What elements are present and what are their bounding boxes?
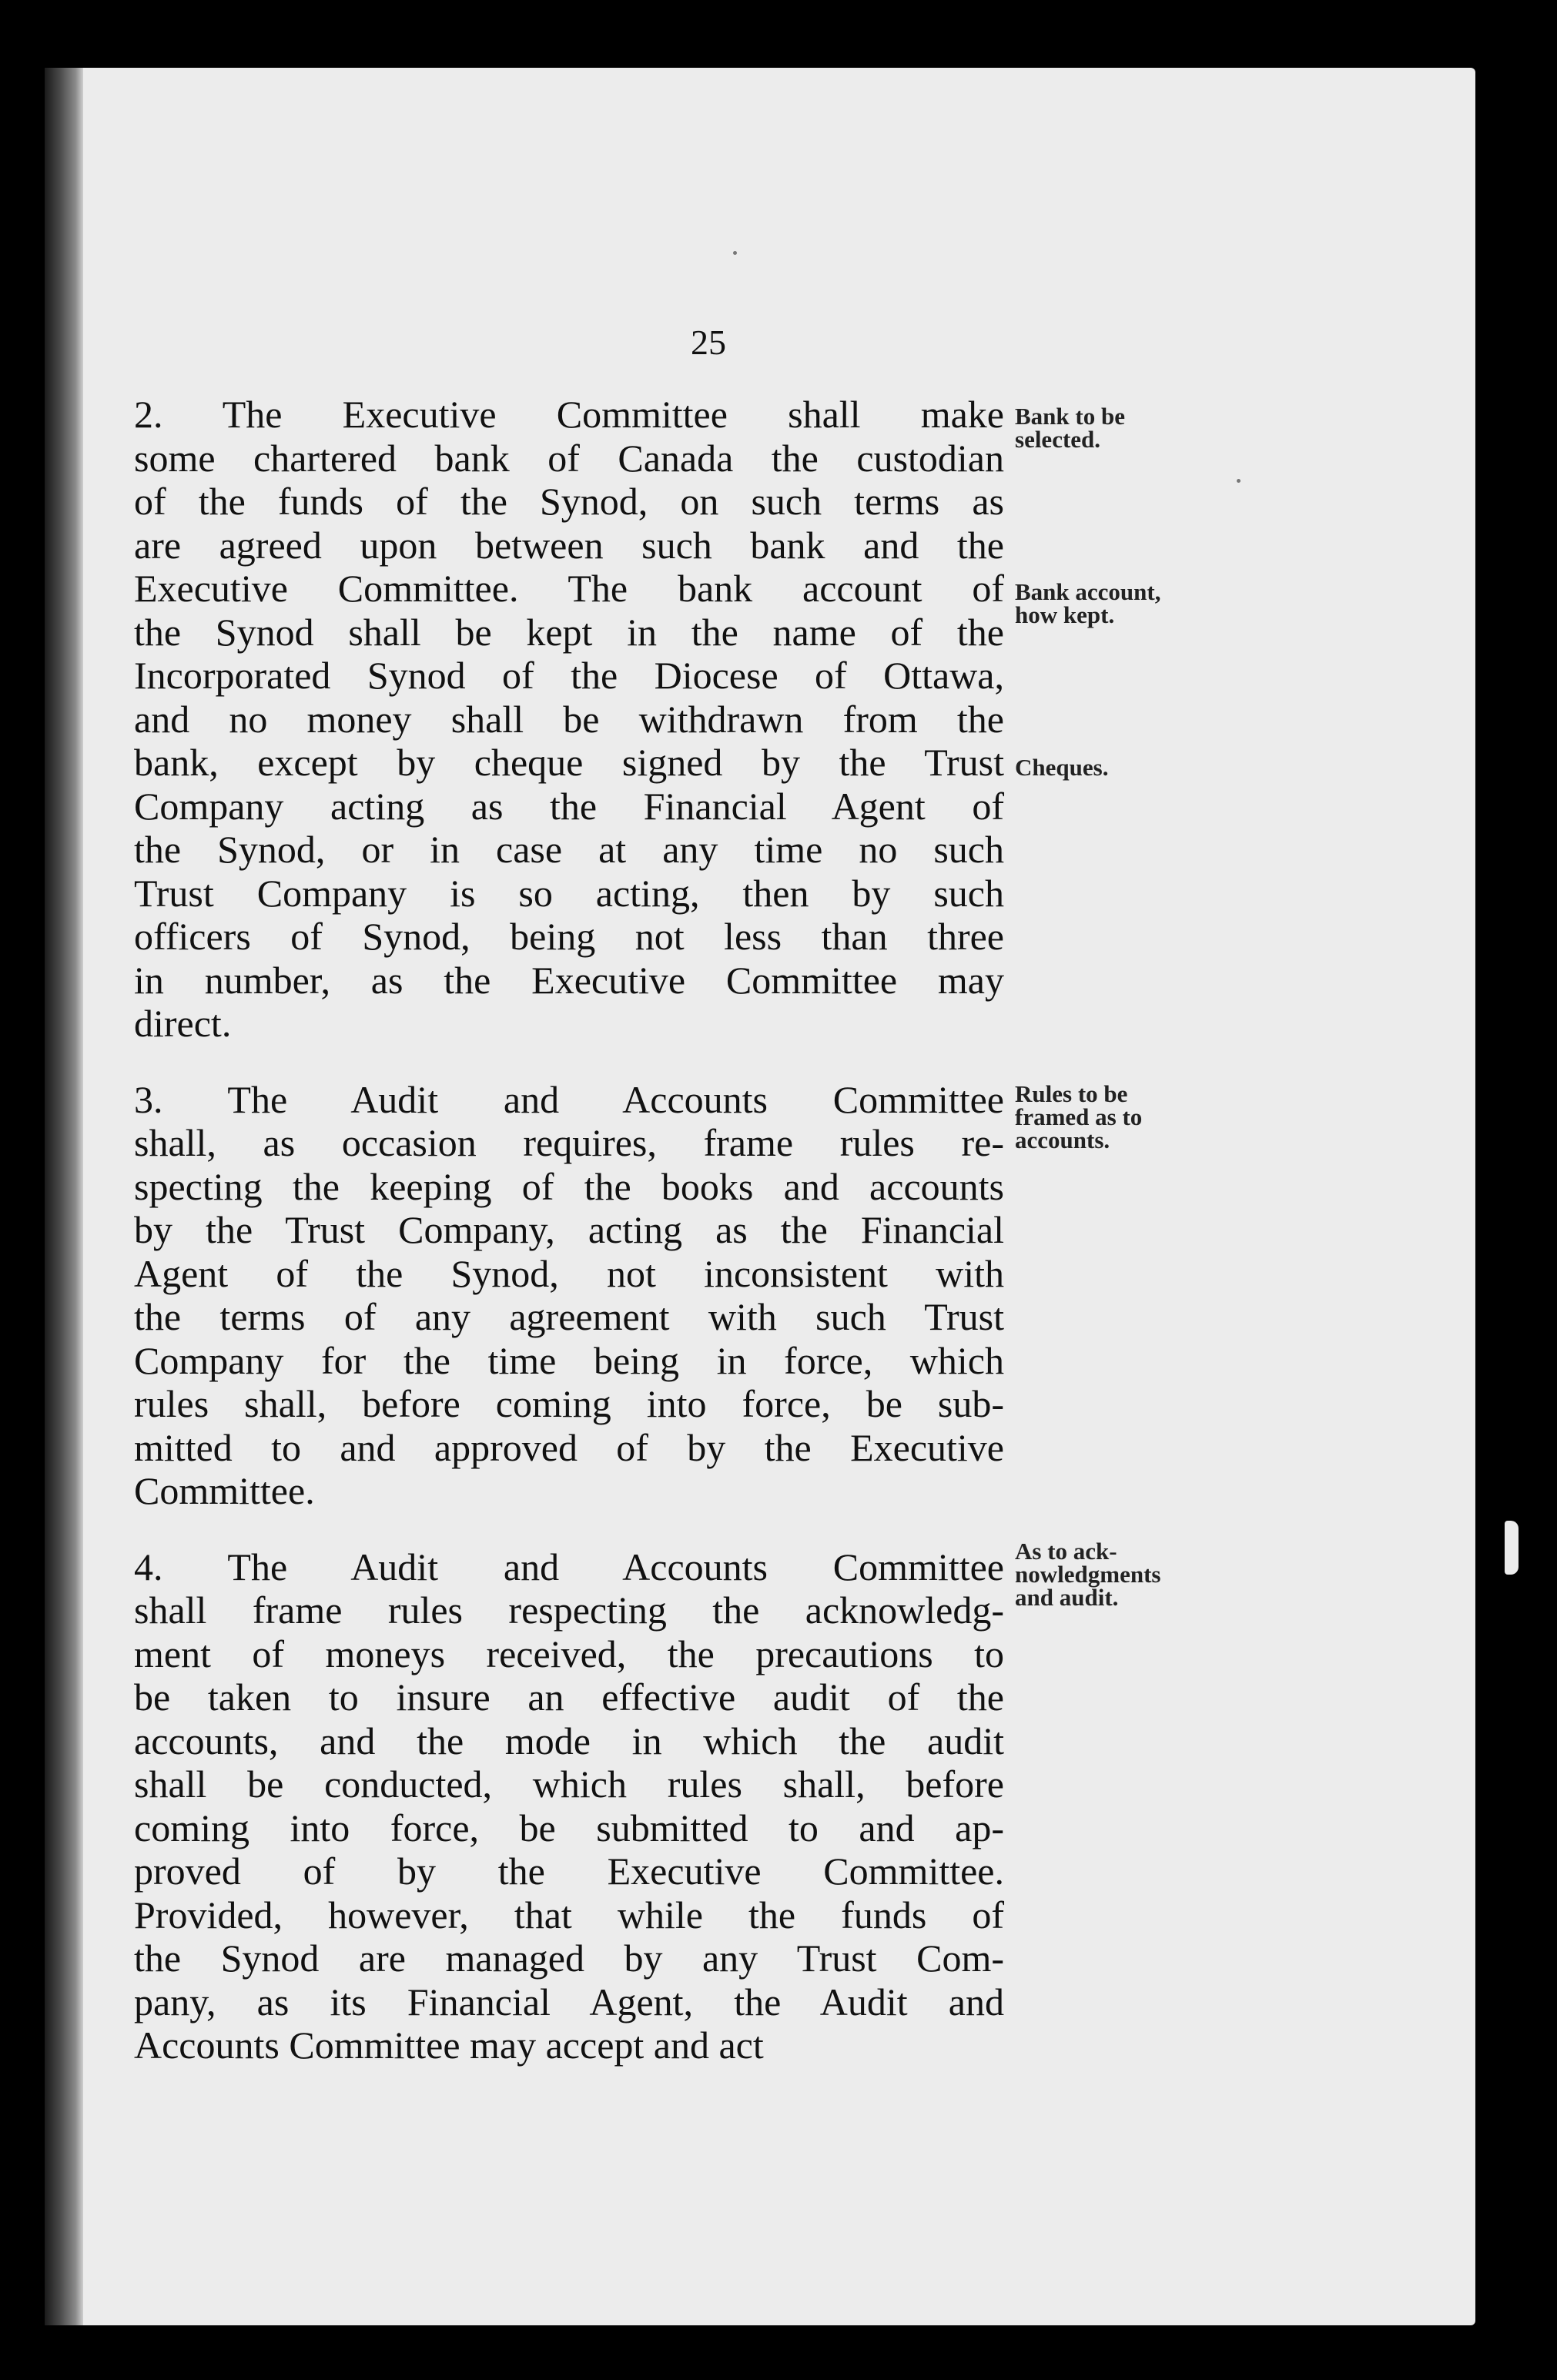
text-line: proved of by the Executive Committee.	[134, 1849, 1004, 1893]
text-line: bank, except by cheque signed by the Trust	[134, 741, 1004, 784]
speck	[1237, 479, 1241, 483]
text-line: specting the keeping of the books and accounts	[134, 1164, 1004, 1208]
text-line: Accounts Committee may accept and act	[134, 2024, 764, 2067]
page-edge-tab	[1505, 1521, 1518, 1575]
body-text	[134, 393, 1004, 2067]
text-line: 3. The Audit and Accounts Committee	[134, 1077, 1004, 1121]
margin-note-line: Cheques.	[1015, 754, 1109, 781]
text-line: Committee.	[134, 1469, 315, 1512]
text-line: accounts, and the mode in which the audit	[134, 1719, 1004, 1762]
page-binding-edge	[45, 68, 83, 2325]
text-line: Agent of the Synod, not inconsistent with	[134, 1251, 1004, 1295]
text-line: pany, as its Financial Agent, the Audit and	[134, 1980, 1004, 2024]
margin-note-line: nowledgments	[1015, 1561, 1161, 1588]
margin-note-line: framed as to	[1015, 1103, 1143, 1130]
text-line: of the funds of the Synod, on such terms as	[134, 480, 1004, 523]
text-line: coming into force, be submitted to and ap-	[134, 1806, 1004, 1849]
text-line: some chartered bank of Canada the custodian	[134, 436, 1004, 480]
margin-note-line: accounts.	[1015, 1126, 1110, 1153]
text-line: shall frame rules respecting the acknowledg-	[134, 1588, 1004, 1632]
text-line: direct.	[134, 1002, 232, 1045]
text-line: by the Trust Company, acting as the Financial	[134, 1208, 1004, 1251]
margin-note-line: how kept.	[1015, 601, 1115, 628]
margin-note-acknowledgments-audit	[1015, 1540, 1160, 1609]
text-line: Incorporated Synod of the Diocese of Ottawa,	[134, 654, 1004, 697]
margin-note-cheques	[1015, 756, 1108, 779]
margin-note-line: As to ack-	[1015, 1538, 1117, 1565]
margin-note-line: and audit.	[1015, 1584, 1119, 1611]
text-line: and no money shall be withdrawn from the	[134, 697, 1004, 741]
text-line: Executive Committee. The bank account of	[134, 567, 1004, 610]
text-line: 2. The Executive Committee shall make	[134, 393, 1004, 436]
text-line: Company acting as the Financial Agent of	[134, 784, 1004, 828]
text-line: officers of Synod, being not less than three	[134, 915, 1004, 958]
paragraph-3	[134, 1078, 1004, 1513]
page-number: 25	[691, 323, 726, 362]
text-line: Trust Company is so acting, then by such	[134, 871, 1004, 915]
margin-note-line: Bank account,	[1015, 578, 1161, 605]
text-line: are agreed upon between such bank and the	[134, 523, 1004, 567]
text-line: the Synod shall be kept in the name of the	[134, 610, 1004, 654]
text-line: the terms of any agreement with such Trust	[134, 1295, 1004, 1338]
paragraph-2	[134, 393, 1004, 1046]
text-line: ment of moneys received, the precautions to	[134, 1632, 1004, 1675]
margin-note-line: Bank to be	[1015, 403, 1125, 430]
text-line: be taken to insure an effective audit of the	[134, 1675, 1004, 1719]
text-line: the Synod, or in case at any time no such	[134, 828, 1004, 871]
text-line: in number, as the Executive Committee may	[134, 958, 1004, 1002]
text-line: mitted to and approved of by the Executive	[134, 1425, 1004, 1469]
margin-note-bank-account	[1015, 578, 1161, 628]
text-line: shall, as occasion requires, frame rules re-	[134, 1121, 1004, 1164]
speck	[733, 251, 737, 255]
margin-note-line: Rules to be	[1015, 1080, 1128, 1107]
text-line: 4. The Audit and Accounts Committee	[134, 1545, 1004, 1588]
paragraph-4	[134, 1545, 1004, 2067]
margin-note-bank-to-be-selected	[1015, 405, 1125, 451]
text-line: Provided, however, that while the funds of	[134, 1893, 1004, 1936]
margin-note-rules-accounts	[1015, 1080, 1143, 1153]
text-line: the Synod are managed by any Trust Com-	[134, 1936, 1004, 1980]
text-line: rules shall, before coming into force, be sub-	[134, 1382, 1004, 1425]
text-line: shall be conducted, which rules shall, before	[134, 1762, 1004, 1806]
text-line: Company for the time being in force, which	[134, 1338, 1004, 1382]
margin-note-line: selected.	[1015, 426, 1101, 453]
